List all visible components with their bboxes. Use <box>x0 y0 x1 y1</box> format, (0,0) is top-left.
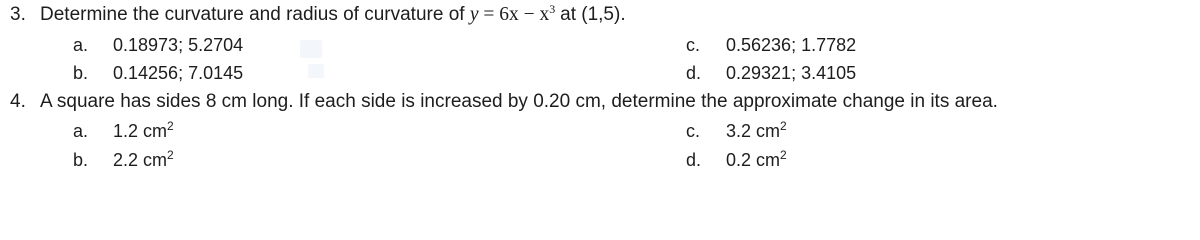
choice-letter: d. <box>686 63 702 83</box>
question-4-choice-d <box>686 149 787 171</box>
choice-exponent: 2 <box>780 148 787 162</box>
choice-letter: b. <box>73 150 89 170</box>
choice-letter: d. <box>686 150 702 170</box>
question-3-choice-c <box>686 34 856 56</box>
choice-value: 3.2 cm <box>726 121 781 141</box>
equation-equals: = <box>483 4 495 25</box>
question-3-number: 3. <box>10 4 26 25</box>
question-3-prompt <box>40 4 626 26</box>
question-4-prompt: A square has sides 8 cm long. If each side is increased by 0.20 cm, determine the approximate change in its area. <box>40 91 998 112</box>
choice-letter: a. <box>73 121 89 141</box>
choice-value: 0.2 cm <box>726 150 781 170</box>
choice-text: 0.18973; 5.2704 <box>113 35 244 55</box>
question-3-prompt-prefix: Determine the curvature and radius of curvature of <box>40 4 465 25</box>
equation-x: x <box>539 4 550 25</box>
choice-exponent: 2 <box>167 148 174 162</box>
scan-artifact <box>308 64 324 78</box>
question-4-choice-c <box>686 120 787 142</box>
choice-letter: c. <box>686 35 701 55</box>
equation-y: y <box>469 4 479 25</box>
choice-exponent: 2 <box>167 119 174 133</box>
question-4-number: 4. <box>10 91 26 112</box>
equation-minus: − <box>523 4 535 25</box>
choice-letter: c. <box>686 121 701 141</box>
equation-6x: 6x <box>499 4 519 25</box>
question-3-equation <box>470 4 560 25</box>
choice-text: 0.14256; 7.0145 <box>113 63 244 83</box>
choice-exponent: 2 <box>780 119 787 133</box>
question-4-choice-a <box>73 120 174 142</box>
scan-artifact <box>300 40 322 58</box>
equation-exponent: 3 <box>549 2 556 16</box>
question-4-choice-b <box>73 149 174 171</box>
question-3-choice-d <box>686 62 856 84</box>
choice-letter: b. <box>73 63 89 83</box>
choice-value: 2.2 cm <box>113 150 168 170</box>
choice-text: 0.29321; 3.4105 <box>726 63 857 83</box>
choice-letter: a. <box>73 35 89 55</box>
question-3-choice-b <box>73 62 243 84</box>
question-3-prompt-suffix: at (1,5). <box>560 4 626 25</box>
question-3-choice-a <box>73 34 243 56</box>
choice-value: 1.2 cm <box>113 121 168 141</box>
choice-text: 0.56236; 1.7782 <box>726 35 857 55</box>
